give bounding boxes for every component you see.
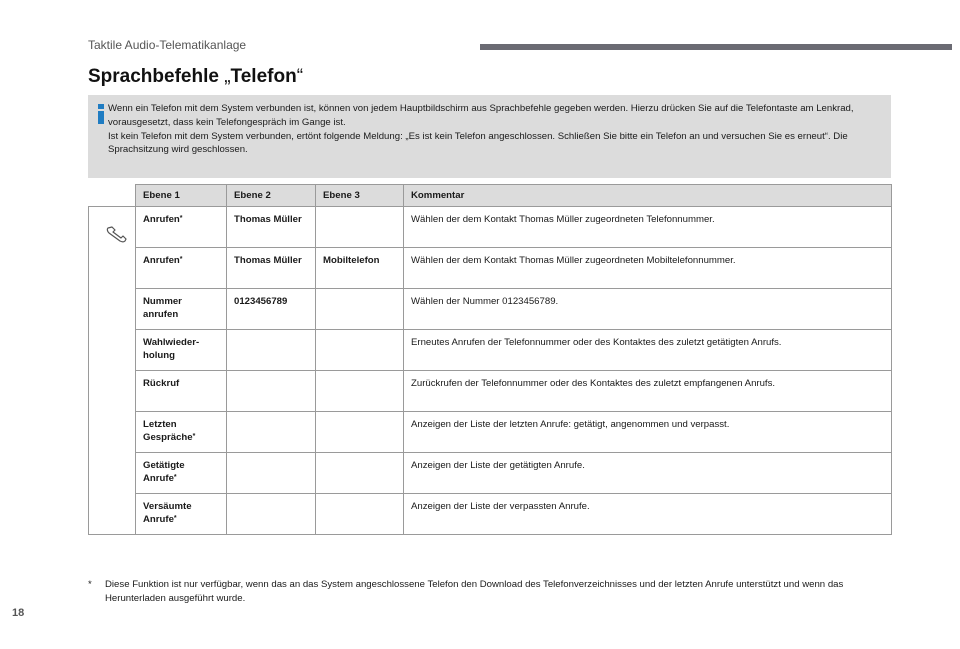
- row-level-2: [227, 453, 316, 494]
- voice-command-table: [88, 184, 892, 535]
- row-level-2: [227, 371, 316, 412]
- row-level-3: [316, 330, 404, 371]
- row-comment: Wählen der Nummer 0123456789.: [404, 289, 892, 330]
- header-level-2: Ebene 2: [227, 185, 316, 207]
- info-paragraph-2: Ist kein Telefon mit dem System verbunden, ertönt folgende Meldung: „Es ist kein Telefon angeschlossen. Schließen Sie bitte ein Telefon an und versuchen Sie es erneut“. Die Sprachsitzung wird geschlossen.: [108, 130, 848, 156]
- info-icon: [96, 104, 106, 124]
- row-level-2: 0123456789: [227, 289, 316, 330]
- title-main: Sprachbefehle: [88, 66, 219, 87]
- row-level-1: Letzten Gespräche*: [136, 412, 227, 453]
- row-comment: Wählen der dem Kontakt Thomas Müller zugeordneten Mobiltelefonnummer.: [404, 248, 892, 289]
- row-comment: Anzeigen der Liste der getätigten Anrufe.: [404, 453, 892, 494]
- row-level-3: [316, 494, 404, 535]
- table-header-row: [89, 185, 892, 207]
- table-row: [89, 371, 892, 412]
- row-level-1: Nummer anrufen: [136, 289, 227, 330]
- row-level-3: [316, 412, 404, 453]
- title-open-quote: „: [224, 66, 231, 87]
- row-level-3: [316, 453, 404, 494]
- row-level-1: Getätigte Anrufe*: [136, 453, 227, 494]
- table-row: [89, 289, 892, 330]
- row-level-3: Mobiltelefon: [316, 248, 404, 289]
- row-level-1: Anrufen*: [136, 207, 227, 248]
- row-level-1: Versäumte Anrufe*: [136, 494, 227, 535]
- table-row: [89, 412, 892, 453]
- row-level-2: [227, 412, 316, 453]
- page-number: 18: [12, 607, 25, 619]
- row-level-3: [316, 289, 404, 330]
- header-bar: [480, 44, 952, 50]
- row-comment: Erneutes Anrufen der Telefonnummer oder des Kontaktes des zuletzt getätigten Anrufs.: [404, 330, 892, 371]
- row-level-1: Wahlwieder-holung: [136, 330, 227, 371]
- info-box: [88, 95, 891, 178]
- header-level-1: Ebene 1: [136, 185, 227, 207]
- row-level-3: [316, 371, 404, 412]
- header-level-3: Ebene 3: [316, 185, 404, 207]
- phone-handset-icon: [106, 225, 132, 243]
- header-comment: Kommentar: [404, 185, 892, 207]
- table-row: [89, 330, 892, 371]
- header-icon-spacer: [89, 185, 136, 207]
- title-keyword: Telefon: [230, 66, 297, 87]
- footnote-text: Diese Funktion ist nur verfügbar, wenn das an das System angeschlossene Telefon den Download des Telefonverzeichnisses und der letzten Anrufe unterstützt und wenn das Herunterladen ausgeführt wurde.: [105, 579, 844, 604]
- title-close-quote: “: [296, 66, 304, 87]
- table-row: [89, 248, 892, 289]
- row-level-2: Thomas Müller: [227, 207, 316, 248]
- row-level-2: [227, 494, 316, 535]
- table-row: [89, 453, 892, 494]
- row-comment: Anzeigen der Liste der verpassten Anrufe.: [404, 494, 892, 535]
- row-level-1: Anrufen*: [136, 248, 227, 289]
- table-row: [89, 494, 892, 535]
- table-row: [89, 207, 892, 248]
- row-comment: Zurückrufen der Telefonnummer oder des Kontaktes des zuletzt empfangenen Anrufs.: [404, 371, 892, 412]
- footnote-marker: *: [88, 579, 92, 590]
- page-title: [88, 66, 303, 88]
- row-comment: Anzeigen der Liste der letzten Anrufe: getätigt, angenommen und verpasst.: [404, 412, 892, 453]
- row-level-2: [227, 330, 316, 371]
- row-comment: Wählen der dem Kontakt Thomas Müller zugeordneten Telefonnummer.: [404, 207, 892, 248]
- section-header: Taktile Audio-Telematikanlage: [88, 38, 247, 52]
- row-level-1: Rückruf: [136, 371, 227, 412]
- footnote: [88, 578, 888, 606]
- info-text: [108, 102, 886, 157]
- phone-icon-cell: [89, 207, 136, 535]
- row-level-2: Thomas Müller: [227, 248, 316, 289]
- row-level-3: [316, 207, 404, 248]
- info-paragraph-1: Wenn ein Telefon mit dem System verbunden ist, können von jedem Hauptbildschirm aus Sprachbefehle gegeben werden. Hierzu drücken Sie auf die Telefontaste am Lenkrad, vorausgesetzt, dass kein Telefongespräch im Gange ist.: [108, 103, 854, 128]
